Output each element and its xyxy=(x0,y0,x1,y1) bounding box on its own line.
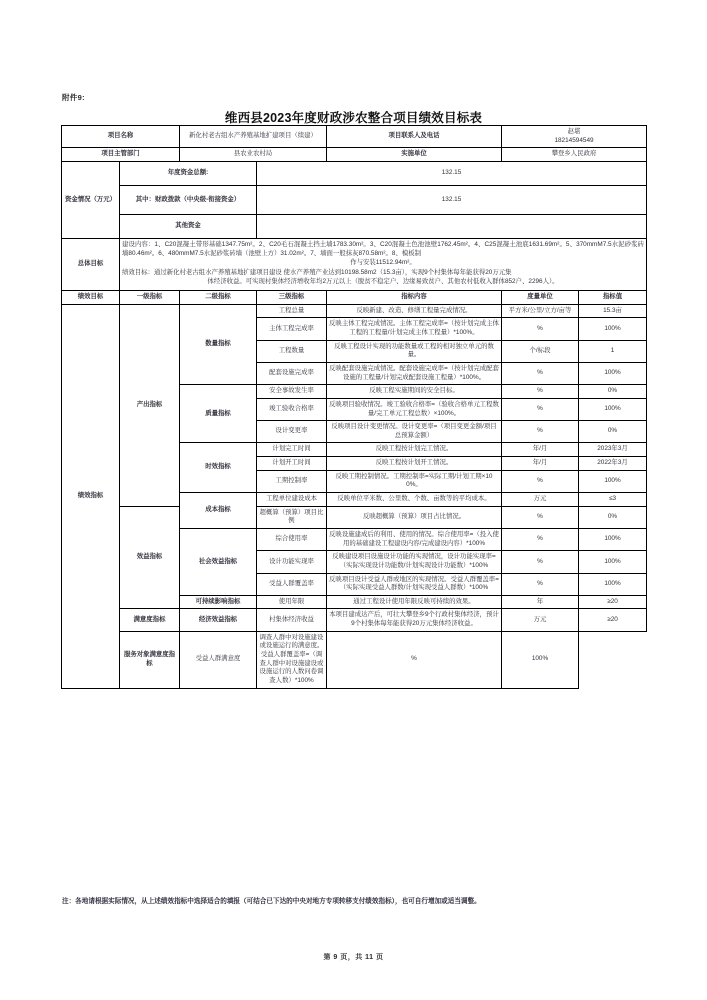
indicator-unit: % xyxy=(502,506,579,528)
table-row-funding-fiscal xyxy=(62,185,647,214)
overall-construction: 建设内容：1、C20混凝土带形基础1347.75m²。2、C20毛石混凝土挡土墙1783.30m²。3、C20混凝土色池池壁1762.45m²。4、C25混凝土池底1631.69m²。5、370mmM7.5水泥砂浆砖墙80.46m²。6、480mmM7.5水泥砂浆砖墙（池壁上方）31.02m²。7、墙面一般抹灰870.58m²。8、模板制 xyxy=(122,240,645,257)
indicator-value: 1 xyxy=(579,340,647,362)
table-row xyxy=(62,609,647,631)
table-header-row xyxy=(62,291,647,305)
level3-label: 主体工程完成率 xyxy=(257,318,327,340)
indicator-unit: 平方米/公里/立方/亩等 xyxy=(502,304,579,318)
header-cell-6: 指标值 xyxy=(579,291,647,305)
overall-label: 总体目标 xyxy=(62,238,120,290)
indicator-value: 100% xyxy=(579,551,647,573)
contact-name: 赵堪 xyxy=(567,128,581,135)
indicator-value: 0% xyxy=(579,385,647,399)
indicator-content: 反映设施建成后的利用、使用的情况。综合使用率=（投入使用的基础建设工程建设内容/完成建设内容）*100% xyxy=(327,528,502,550)
table-body xyxy=(62,126,647,689)
level3-label: 竣工验收合格率 xyxy=(257,398,327,420)
funding-row-name-2: 其他资金 xyxy=(120,214,257,238)
indicator-value: 2023年3月 xyxy=(579,443,647,457)
indicator-value: 0% xyxy=(579,421,647,443)
indicator-content: 反映主体工程完成情况。主体工程完成率=（按计划完成主体工程的工程量/计划完成主体工程量）*100%。 xyxy=(327,318,502,340)
header-cell-0: 绩效目标 xyxy=(62,291,120,305)
indicator-value: ≥20 xyxy=(579,609,647,631)
indicator-content: 本项目建成达产后，可壮大攀登乡9个行政村集体经济，预计9个村集体每年能获得20万元集体经济收益。 xyxy=(327,609,502,631)
level3-label: 超概算（预算）项目比例 xyxy=(257,506,327,528)
indicator-value: 100% xyxy=(579,318,647,340)
project-name-value: 新化村老古组水产养殖基地扩建项目（续建） xyxy=(180,126,327,148)
indicator-unit: 个/标段 xyxy=(502,340,579,362)
funding-label: 资金情况（万元） xyxy=(62,161,120,238)
table-row xyxy=(62,631,647,688)
level3-label: 综合使用率 xyxy=(257,528,327,550)
footer-note: 注：各地请根据实际情况，从上述绩效指标中选择适合的填报（可结合已下达的中央对地方专项转移支付绩效指标），也可自行增加或适当调整。 xyxy=(62,898,481,905)
indicator-unit: % xyxy=(502,421,579,443)
indicator-content: 反映超概算（预算）项目占比情况。 xyxy=(327,506,502,528)
performance-target-table xyxy=(61,125,647,689)
indicator-unit: % xyxy=(502,470,579,492)
level3-label: 计划开工时间 xyxy=(257,457,327,471)
indicator-content: 反映工程按计划完工情况。 xyxy=(327,443,502,457)
header-cell-4: 指标内容 xyxy=(327,291,502,305)
level3-label: 工程总量 xyxy=(257,304,327,318)
level2-label: 成本指标 xyxy=(180,493,257,529)
table-row xyxy=(62,304,647,318)
contact-value xyxy=(502,126,647,148)
indicator-value: 100% xyxy=(579,470,647,492)
unit-value: 攀登乡人民政府 xyxy=(502,148,647,162)
indicator-content: 反映工程按计划开工情况。 xyxy=(327,457,502,471)
indicator-unit: 年 xyxy=(502,595,579,609)
overall-objective-tail: 体经济收益。可实现村集体经济增收年均2万元以上（脱贫不稳定户、边缘易致贫户、其他农村低收入群体852户、2296人）。 xyxy=(207,278,559,286)
page-number: 第 9 页，共 11 页 xyxy=(323,954,384,961)
level2-label: 质量指标 xyxy=(180,385,257,443)
indicator-value: 0% xyxy=(579,506,647,528)
indicator-unit: 万元 xyxy=(502,609,579,631)
funding-row-name-1: 其中：财政拨款（中央级-衔接资金） xyxy=(120,185,257,214)
header-cell-3: 三级指标 xyxy=(257,291,327,305)
contact-phone: 18214594549 xyxy=(554,136,594,144)
indicator-value: 100% xyxy=(579,528,647,550)
level3-label: 设计功能实现率 xyxy=(257,551,327,573)
indicator-value: 100% xyxy=(579,398,647,420)
indicator-content: 反映工期控制情况。工期控制率=实际工期/计划工期×100%。 xyxy=(327,470,502,492)
department-label: 项目主管部门 xyxy=(62,148,180,162)
indicator-value: 2022年3月 xyxy=(579,457,647,471)
level3-label: 计划完工时间 xyxy=(257,443,327,457)
contact-label: 项目联系人及电话 xyxy=(327,126,502,148)
department-value: 县农业农村局 xyxy=(180,148,327,162)
level2-label: 可持续影响指标 xyxy=(180,595,257,609)
indicator-unit: % xyxy=(502,528,579,550)
funding-row-value-0: 132.15 xyxy=(257,161,647,185)
level3-label: 工程数量 xyxy=(257,340,327,362)
table-row-funding-total xyxy=(62,161,647,185)
indicator-value: 15.3亩 xyxy=(579,304,647,318)
overall-construction-tail: 作与安装11512.94m²。 xyxy=(350,259,416,267)
table-row-funding-other xyxy=(62,214,647,238)
indicator-content: 反映项目设计受益人群或地区的实现情况。受益人群覆盖率=（实际实现受益人群数/计划实现受益人群数）*100% xyxy=(327,573,502,595)
overall-objective: 绩效目标：通过新化村老古组水产养殖基地扩建项目建设 使水产养殖产业达到10198.58m2（15.3亩），实现9个村集体每年能获得20万元集 xyxy=(122,268,512,276)
indicator-content: 反映项目验收情况。竣工验收合格率=（验收合格单元工程数量/完工单元工程总数）×100%。 xyxy=(327,398,502,420)
indicator-unit: % xyxy=(502,385,579,399)
funding-row-value-2 xyxy=(257,214,647,238)
table-row-project-name xyxy=(62,126,647,148)
indicator-content: 反映项目设计变更情况。设计变更率=（项目变更金额/项目总预算金额） xyxy=(327,421,502,443)
table-row-department xyxy=(62,148,647,162)
indicator-content: 通过工程设计使用年限反映可持续的效果。 xyxy=(327,595,502,609)
level3-label: 安全事故发生率 xyxy=(257,385,327,399)
indicator-value: 100% xyxy=(579,362,647,384)
funding-row-value-1: 132.15 xyxy=(257,185,647,214)
indicator-content: 调查人群中对设施建设或设施运行的满意度。受益人群覆盖率=（调查人群中对设施建设或设施运行的人数问卷调查人数）*100% xyxy=(257,631,327,688)
indicator-unit: % xyxy=(502,551,579,573)
level3-label: 受益人群满意度 xyxy=(180,631,257,688)
level3-label: 设计变更率 xyxy=(257,421,327,443)
indicator-unit: % xyxy=(502,362,579,384)
overall-content xyxy=(120,238,647,290)
perf-root-label: 绩效指标 xyxy=(62,304,120,688)
level3-label: 工期控制率 xyxy=(257,470,327,492)
table-row xyxy=(62,506,647,528)
unit-label: 实施单位 xyxy=(327,148,502,162)
funding-row-name-0: 年度资金总额: xyxy=(120,161,257,185)
level1-label: 效益指标 xyxy=(120,506,180,609)
level2-label: 时效指标 xyxy=(180,443,257,493)
level3-label: 受益人群覆盖率 xyxy=(257,573,327,595)
level1-label: 产出指标 xyxy=(120,304,180,506)
level2-label: 数量指标 xyxy=(180,304,257,384)
level2-label: 经济效益指标 xyxy=(180,609,257,631)
indicator-unit: 万元 xyxy=(502,493,579,507)
indicator-content: 反映建设项目设施设计功能的实现情况，设计功能实现率=（实际实现设计功能数/计划实现设计功能数）*100% xyxy=(327,551,502,573)
level3-label: 配套设施完成率 xyxy=(257,362,327,384)
indicator-value: ≥20 xyxy=(579,595,647,609)
indicator-unit: % xyxy=(502,318,579,340)
header-cell-2: 二级指标 xyxy=(180,291,257,305)
level2-label: 服务对象满意度指标 xyxy=(120,631,180,688)
table-row-overall xyxy=(62,238,647,290)
indicator-content: 反映单位平米数、公里数、个数、亩数等的平均成本。 xyxy=(327,493,502,507)
level3-label: 村集体经济收益 xyxy=(257,609,327,631)
level3-label: 工程单位建设成本 xyxy=(257,493,327,507)
header-cell-5: 度量单位 xyxy=(502,291,579,305)
header-cell-1: 一级指标 xyxy=(120,291,180,305)
indicator-content: 反映配套设施完成情况。配套设施完成率=（按计划完成配套设施的工程量/计划完成配套设施工程量）*100%。 xyxy=(327,362,502,384)
indicator-unit: % xyxy=(502,398,579,420)
indicator-unit: 年/月 xyxy=(502,457,579,471)
indicator-value: 100% xyxy=(579,573,647,595)
level2-label: 社会效益指标 xyxy=(180,528,257,595)
indicator-content: 反映工程设计实现的功能数量或工程的相对独立单元的数量。 xyxy=(327,340,502,362)
indicator-value: ≤3 xyxy=(579,493,647,507)
indicator-unit: % xyxy=(502,573,579,595)
level1-label: 满意度指标 xyxy=(120,609,180,631)
project-name-label: 项目名称 xyxy=(62,126,180,148)
indicator-unit: 年/月 xyxy=(502,443,579,457)
indicator-unit: % xyxy=(327,631,502,688)
page-title: 维西县2023年度财政涉农整合项目绩效目标表 xyxy=(224,111,483,125)
indicator-value: 100% xyxy=(502,631,579,688)
indicator-content: 反映工程实施期间的安全目标。 xyxy=(327,385,502,399)
level3-label: 使用年限 xyxy=(257,595,327,609)
indicator-content: 反映新建、改造、修缮工程量完成情况。 xyxy=(327,304,502,318)
attachment-label: 附件9: xyxy=(62,93,85,102)
